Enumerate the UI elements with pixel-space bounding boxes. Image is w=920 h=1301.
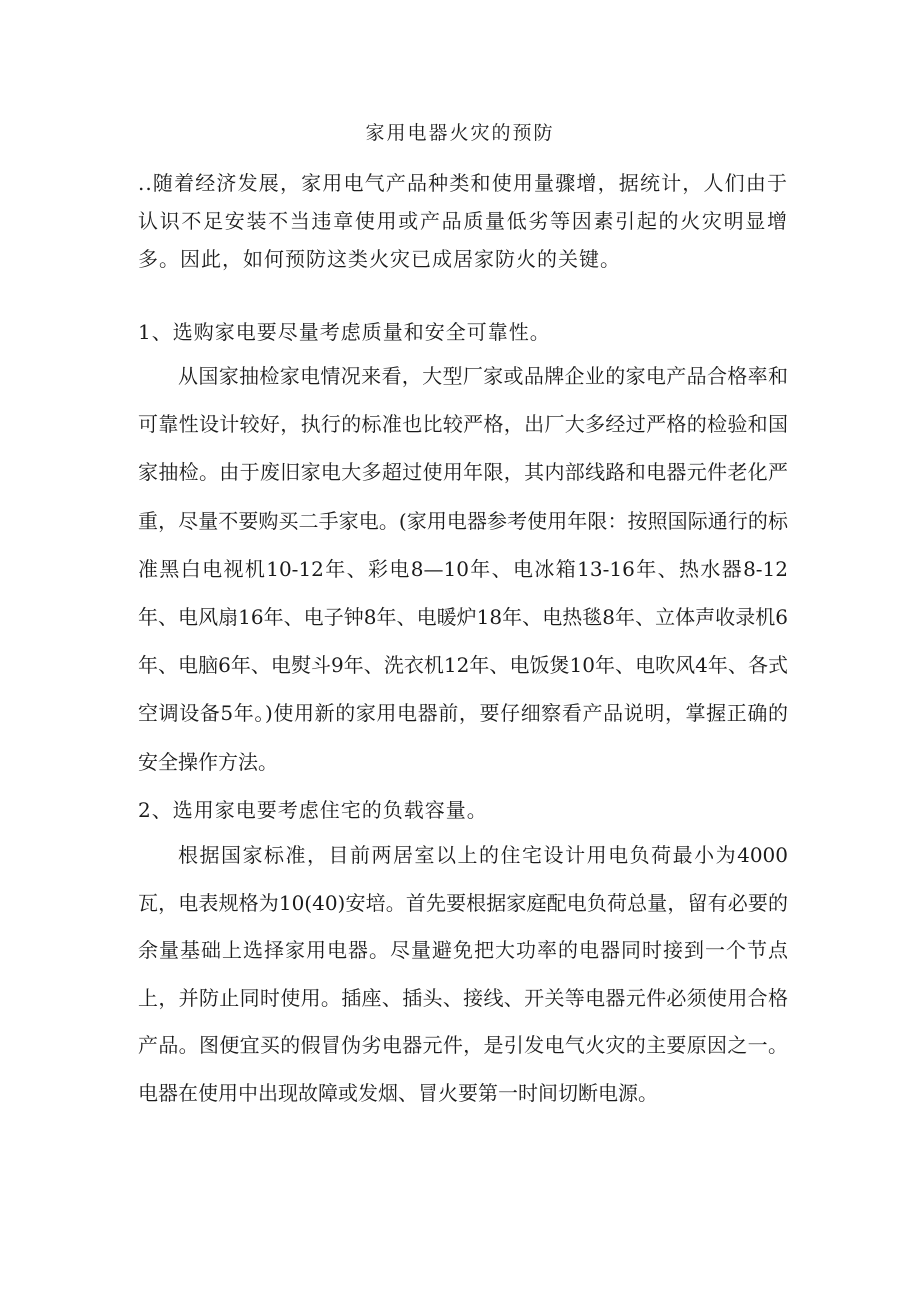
section-body-2: 根据国家标准，目前两居室以上的住宅设计用电负荷最小为4000瓦，电表规格为10(40)安培。首先要根据家庭配电负荷总量，留有必要的余量基础上选择家用电器。尽量避免把大功率的电器同时接到一个节点上，并防止同时使用。插座、插头、接线、开关等电器元件必须使用合格产品。图便宜买的假冒伪劣电器元件，是引发电气火灾的主要原因之一。电器在使用中出现故障或发烟、冒火要第一时间切断电源。 xyxy=(138,843,788,1105)
section-body-1: 从国家抽检家电情况来看，大型厂家或品牌企业的家电产品合格率和可靠性设计较好，执行的标准也比较严格，出厂大多经过严格的检验和国家抽检。由于废旧家电大多超过使用年限，其内部线路和电器元件老化严重，尽量不要购买二手家电。(家用电器参考使用年限：按照国际通行的标准黑白电视机10-12年、彩电8—10年、电冰箱13-16年、热水器8-12年、电风扇16年、电子钟8年、电暖炉18年、电热毯8年、立体声收录机6年、电脑6年、电熨斗9年、洗衣机12年、电饭煲10年、电吹风4年、各式空调设备5年。)使用新的家用电器前，要仔细察看产品说明，掌握正确的安全操作方法。 xyxy=(138,364,788,774)
intro-paragraph: ..随着经济发展，家用电气产品种类和使用量骤增，据统计，人们由于认识不足安装不当违章使用或产品质量低劣等因素引起的火灾明显增多。因此，如何预防这类火灾已成居家防火的关键。 xyxy=(138,171,788,271)
section-heading-2: 2、选用家电要考虑住宅的负载容量。 xyxy=(138,798,488,822)
section-heading-1: 1、选购家电要尽量考虑质量和安全可靠性。 xyxy=(138,320,551,344)
document-title: 家用电器火灾的预防 xyxy=(365,122,555,144)
